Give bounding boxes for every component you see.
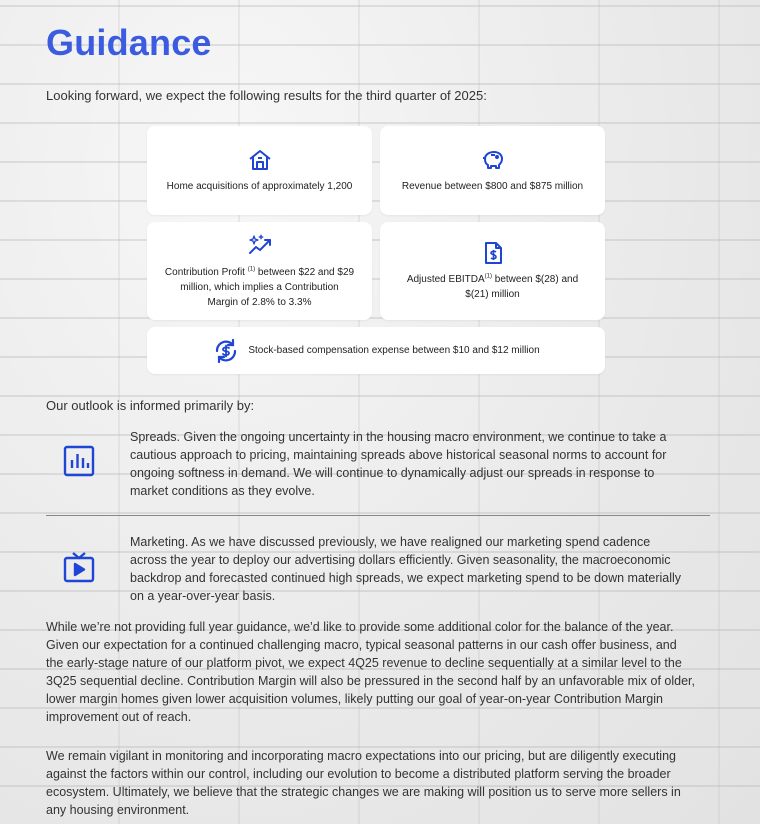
outlook-heading: Our outlook is informed primarily by: <box>46 398 255 413</box>
revenue-card <box>380 126 605 215</box>
dollar-document-icon <box>480 240 506 266</box>
intro-text: Looking forward, we expect the following results for the third quarter of 2025: <box>46 88 487 103</box>
revenue-text: Revenue between $800 and $875 million <box>401 181 584 192</box>
stock-compensation-card <box>147 327 605 374</box>
dollar-cycle-icon <box>212 337 240 365</box>
home-acquisitions-text: Home acquisitions of approximately 1,200 <box>166 181 353 192</box>
full-year-color-paragraph: While we’re not providing full year guidance, we’d like to provide some additional color for the balance of the year. Given our expectation for a continued challenging macro, typical seasonal patterns in our cash offer business, and the early-stage nature of our platform pivot, we expect 4Q25 revenue to decline sequentially at a similar level to the 3Q25 sequential decline. Contribution Margin will also be pressured in the second half by an unfavorable mix of older, lower margin homes given lower acquisition volumes, likely putting our goal of year-on-year Contribution Margin improvement out of reach. <box>46 620 695 724</box>
closing-paragraph: We remain vigilant in monitoring and incorporating macro expectations into our pricing, but are diligently executing against the factors within our control, including our evolution to become a distributed platform serving the broader ecosystem. Ultimately, we believe that the strategic changes we are making will position us to serve more sellers in any housing environment. <box>46 749 681 817</box>
stock-compensation-text: Stock-based compensation expense between $10 and $12 million <box>248 345 540 356</box>
bar-chart-icon <box>62 444 96 478</box>
adjusted-ebitda-card <box>380 222 605 320</box>
section-divider <box>46 515 710 516</box>
home-acquisitions-card <box>147 126 372 215</box>
marketing-item: Marketing. As we have discussed previously, we have realigned our marketing spend cadence across the year to deploy our advertising dollars efficiently. Given seasonality, the macroeconomic backdrop and forecasted continued high spreads, we expect marketing spend to be down materially on a year-over-year basis. <box>130 535 682 603</box>
adjusted-ebitda-text: Adjusted EBITDA$^{(1)}$ between $(28) and $(21) million <box>406 273 579 300</box>
house-icon <box>247 147 273 173</box>
page-title: Guidance <box>46 22 212 63</box>
spreads-item: Spreads. Given the ongoing uncertainty in the housing macro environment, we continue to take a cautious approach to pricing, maintaining spreads above historical seasonal norms to account for ongoing softness in demand. We will continue to dynamically adjust our spreads in response to market conditions as they evolve. <box>130 430 667 498</box>
piggy-bank-icon <box>480 147 506 173</box>
contribution-profit-text: Contribution Profit $^{(1)}$ between $22 and $29 million, which implies a Contribution Margin of 2.8% to 3.3% <box>164 266 355 308</box>
tv-play-icon <box>62 550 96 584</box>
contribution-profit-card <box>147 222 372 320</box>
sparkle-trend-icon <box>247 233 273 259</box>
